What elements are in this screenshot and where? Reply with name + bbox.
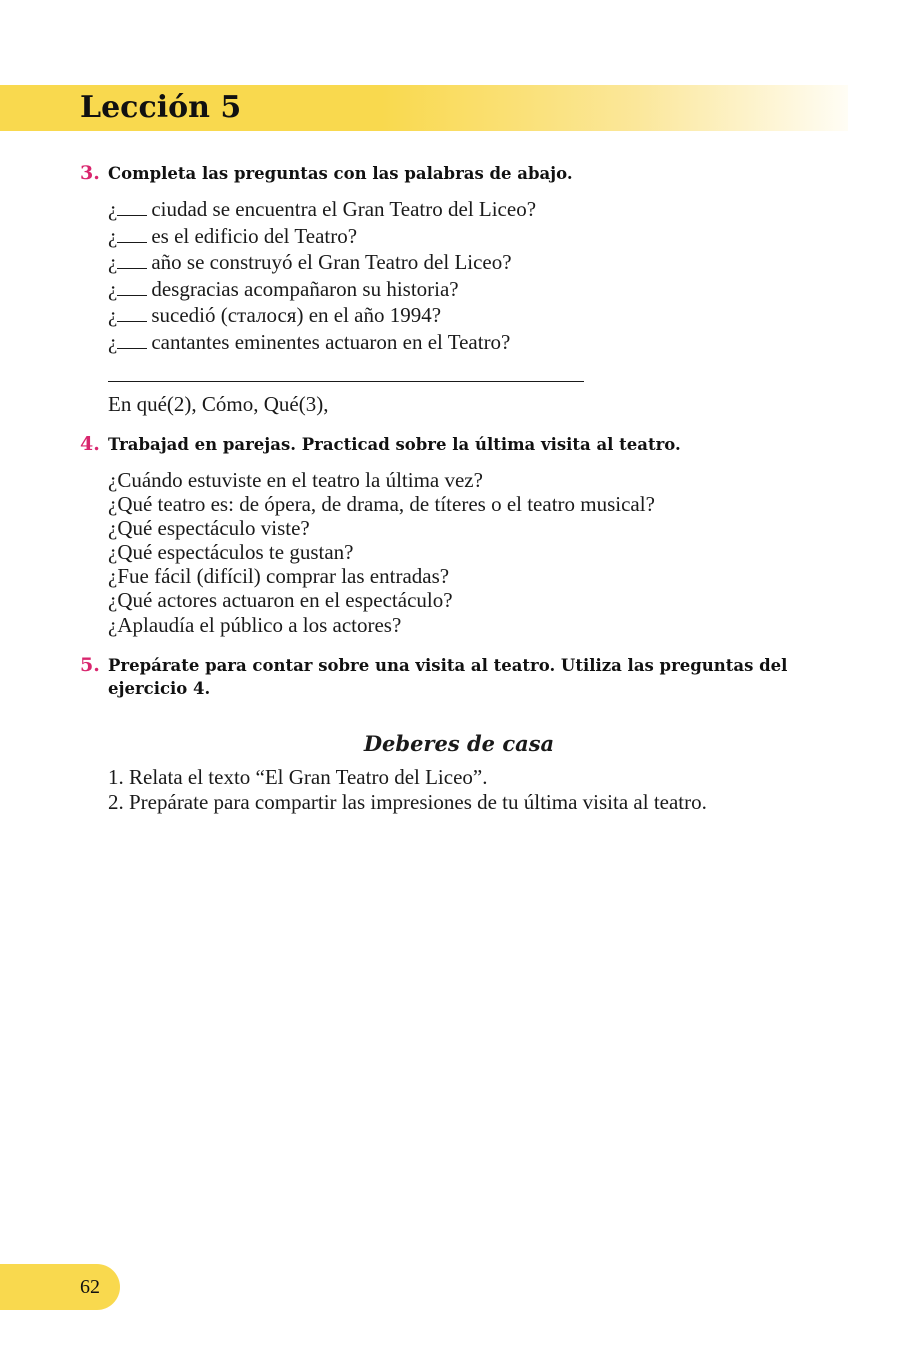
answer-blank [117, 251, 147, 269]
question-line: ¿Qué espectáculos te gustan? [108, 540, 354, 565]
exercise-3-heading [80, 162, 850, 185]
exercise-5-heading [80, 654, 850, 700]
exercise-3-questions [108, 196, 536, 356]
homework-item: 1. Relata el texto “El Gran Teatro del Liceo”. [108, 765, 488, 789]
fill-in-question: ¿ sucedió (сталося) en el año 1994? [108, 303, 442, 328]
answer-blank [117, 331, 147, 349]
answer-blank [117, 278, 147, 296]
question-line: ¿Aplaudía el público a los actores? [108, 612, 402, 637]
exercise-instruction: Prepárate para contar sobre una visita al teatro. Utiliza las preguntas del ejercicio 4. [108, 656, 788, 698]
question-line: ¿Qué actores actuaron en el espectáculo? [108, 588, 453, 613]
exercise-number: 4. [80, 433, 100, 455]
question-line: ¿Qué espectáculo viste? [108, 516, 310, 541]
page-number-badge [0, 1264, 120, 1310]
page-number: 62 [80, 1276, 100, 1298]
exercise-instruction: Completa las preguntas con las palabras de abajo. [108, 164, 573, 183]
word-bank: En qué(2), Cómo, Qué(3), [108, 392, 329, 416]
answer-blank [117, 198, 147, 216]
exercise-4-heading [80, 433, 850, 456]
question-line: ¿Fue fácil (difícil) comprar las entradas? [108, 564, 450, 589]
answer-blank [117, 304, 147, 322]
fill-in-question: ¿ año se construyó el Gran Teatro del Liceo? [108, 250, 512, 275]
homework-item: 2. Prepárate para compartir las impresiones de tu última visita al teatro. [108, 789, 707, 814]
exercise-instruction: Trabajad en parejas. Practicad sobre la última visita al teatro. [108, 435, 681, 454]
word-bank-divider [108, 381, 584, 382]
fill-in-question: ¿ es el edificio del Teatro? [108, 223, 358, 248]
homework-title: Deberes de casa [363, 731, 555, 756]
answer-blank [117, 225, 147, 243]
lesson-title: Lección 5 [80, 90, 242, 125]
exercise-number: 3. [80, 162, 100, 184]
exercise-4-questions [108, 468, 655, 637]
fill-in-question: ¿ ciudad se encuentra el Gran Teatro del Liceo? [108, 197, 537, 221]
fill-in-question: ¿ desgracias acompañaron su historia? [108, 276, 459, 301]
question-line: ¿Cuándo estuviste en el teatro la última vez? [108, 468, 483, 492]
question-line: ¿Qué teatro es: de ópera, de drama, de títeres o el teatro musical? [108, 492, 655, 517]
fill-in-question: ¿ cantantes eminentes actuaron en el Teatro? [108, 329, 511, 354]
homework-list [108, 765, 707, 814]
exercise-number: 5. [80, 654, 100, 676]
